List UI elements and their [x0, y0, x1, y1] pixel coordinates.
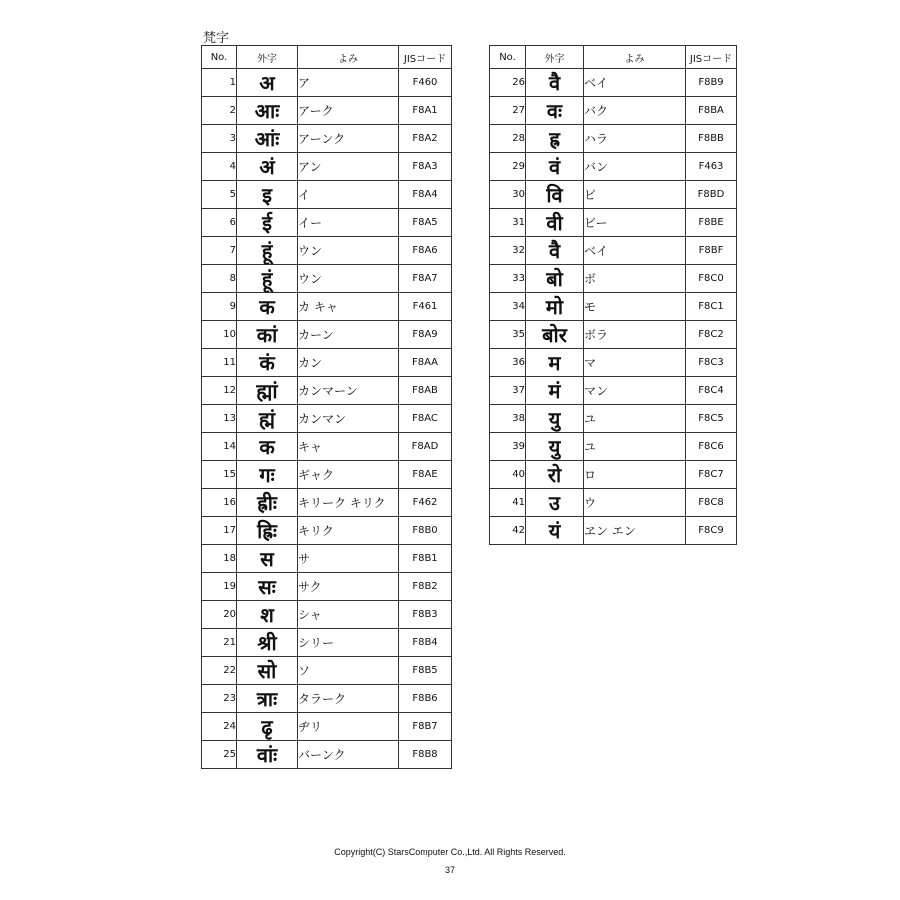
reading-cell: カン	[298, 349, 399, 377]
row-number: 12	[202, 377, 237, 405]
reading-cell: バク	[584, 97, 686, 125]
table-row	[202, 209, 452, 237]
sanskrit-glyph: त्राः	[237, 685, 298, 713]
row-number: 21	[202, 629, 237, 657]
jis-code-cell: F8C5	[686, 405, 737, 433]
reading-cell: キリーク キリク	[298, 489, 399, 517]
table-row	[202, 629, 452, 657]
jis-code-cell: F8C9	[686, 517, 737, 545]
sanskrit-glyph: म	[526, 349, 584, 377]
jis-code-cell: F8C0	[686, 265, 737, 293]
header-no: No.	[202, 46, 237, 69]
reading-cell: キャ	[298, 433, 399, 461]
sanskrit-glyph: ई	[237, 209, 298, 237]
table-row	[490, 69, 737, 97]
row-number: 1	[202, 69, 237, 97]
jis-code-cell: F8C6	[686, 433, 737, 461]
jis-code-cell: F8AB	[399, 377, 452, 405]
table-row	[490, 265, 737, 293]
table-row	[202, 405, 452, 433]
table-row	[202, 377, 452, 405]
table-row	[202, 517, 452, 545]
table-row	[202, 433, 452, 461]
reading-cell: カーン	[298, 321, 399, 349]
sanskrit-glyph: स	[237, 545, 298, 573]
row-number: 24	[202, 713, 237, 741]
reading-cell: イー	[298, 209, 399, 237]
table-row	[490, 377, 737, 405]
jis-code-cell: F8AD	[399, 433, 452, 461]
reading-cell: シリー	[298, 629, 399, 657]
reading-cell: タラーク	[298, 685, 399, 713]
table-row	[202, 125, 452, 153]
table-row	[490, 433, 737, 461]
jis-code-cell: F8A6	[399, 237, 452, 265]
reading-cell: ア	[298, 69, 399, 97]
row-number: 33	[490, 265, 526, 293]
reading-cell: ボラ	[584, 321, 686, 349]
copyright-text: Copyright(C) StarsComputer Co.,Ltd. All Rights Reserved.	[334, 847, 566, 857]
sanskrit-glyph: इ	[237, 181, 298, 209]
row-number: 18	[202, 545, 237, 573]
table-row	[202, 489, 452, 517]
sanskrit-glyph: सः	[237, 573, 298, 601]
jis-code-cell: F460	[399, 69, 452, 97]
table-row	[490, 349, 737, 377]
sanskrit-glyph: श्री	[237, 629, 298, 657]
table-row	[490, 237, 737, 265]
jis-code-cell: F8B2	[399, 573, 452, 601]
sanskrit-glyph: अ	[237, 69, 298, 97]
table-row	[202, 713, 452, 741]
header-no: No.	[490, 46, 526, 69]
jis-code-cell: F8C8	[686, 489, 737, 517]
reading-cell: ウ	[584, 489, 686, 517]
row-number: 10	[202, 321, 237, 349]
sanskrit-glyph: बोर	[526, 321, 584, 349]
reading-cell: ユ	[584, 433, 686, 461]
sanskrit-glyph: वांः	[237, 741, 298, 769]
table-row	[202, 461, 452, 489]
reading-cell: バーンク	[298, 741, 399, 769]
table-body-right	[490, 69, 737, 545]
header-glyph: 外字	[526, 46, 584, 69]
table-row	[202, 601, 452, 629]
sanskrit-glyph: ह्रीः	[237, 489, 298, 517]
reading-cell: ウン	[298, 237, 399, 265]
header-glyph: 外字	[237, 46, 298, 69]
table-row	[202, 237, 452, 265]
table-row	[202, 321, 452, 349]
table-row	[490, 181, 737, 209]
jis-code-cell: F8BE	[686, 209, 737, 237]
sanskrit-glyph: ह्मां	[237, 377, 298, 405]
reading-cell: ビ	[584, 181, 686, 209]
row-number: 13	[202, 405, 237, 433]
jis-code-cell: F8C3	[686, 349, 737, 377]
reading-cell: アン	[298, 153, 399, 181]
reading-cell: アーク	[298, 97, 399, 125]
row-number: 34	[490, 293, 526, 321]
row-number: 26	[490, 69, 526, 97]
jis-code-cell: F8C4	[686, 377, 737, 405]
sanskrit-glyph: ह्मं	[237, 405, 298, 433]
row-number: 7	[202, 237, 237, 265]
reading-cell: シャ	[298, 601, 399, 629]
section-title: 梵字	[203, 31, 230, 46]
row-number: 20	[202, 601, 237, 629]
row-number: 17	[202, 517, 237, 545]
reading-cell: ウン	[298, 265, 399, 293]
row-number: 8	[202, 265, 237, 293]
table-row	[490, 293, 737, 321]
sanskrit-glyph: बो	[526, 265, 584, 293]
table-row	[202, 657, 452, 685]
jis-code-cell: F8C1	[686, 293, 737, 321]
reading-cell: サク	[298, 573, 399, 601]
jis-code-cell: F8C7	[686, 461, 737, 489]
table-row	[202, 97, 452, 125]
jis-code-cell: F8A3	[399, 153, 452, 181]
table-row	[490, 321, 737, 349]
row-number: 4	[202, 153, 237, 181]
row-number: 30	[490, 181, 526, 209]
table-row	[490, 97, 737, 125]
table-row	[202, 349, 452, 377]
table-row	[490, 517, 737, 545]
reading-cell: ベイ	[584, 69, 686, 97]
sanskrit-glyph: यं	[526, 517, 584, 545]
sanskrit-glyph: गः	[237, 461, 298, 489]
jis-code-cell: F8A2	[399, 125, 452, 153]
sanskrit-glyph: वै	[526, 69, 584, 97]
sanskrit-glyph: ह्रिः	[237, 517, 298, 545]
header-jis-code: JISコード	[686, 46, 737, 69]
row-number: 41	[490, 489, 526, 517]
table-row	[202, 69, 452, 97]
reading-cell: ボ	[584, 265, 686, 293]
sanskrit-glyph: हूं	[237, 265, 298, 293]
jis-code-cell: F8A7	[399, 265, 452, 293]
sanskrit-glyph: उ	[526, 489, 584, 517]
reading-cell: マン	[584, 377, 686, 405]
sanskrit-glyph: क	[237, 293, 298, 321]
row-number: 16	[202, 489, 237, 517]
glyph-table-left	[201, 45, 452, 769]
reading-cell: ヂリ	[298, 713, 399, 741]
sanskrit-glyph: हूं	[237, 237, 298, 265]
row-number: 42	[490, 517, 526, 545]
table-row	[202, 181, 452, 209]
jis-code-cell: F8AC	[399, 405, 452, 433]
reading-cell: カ キャ	[298, 293, 399, 321]
sanskrit-glyph: आंः	[237, 125, 298, 153]
reading-cell: カンマーン	[298, 377, 399, 405]
row-number: 15	[202, 461, 237, 489]
jis-code-cell: F8A9	[399, 321, 452, 349]
reading-cell: カンマン	[298, 405, 399, 433]
jis-code-cell: F8B8	[399, 741, 452, 769]
jis-code-cell: F8B4	[399, 629, 452, 657]
reading-cell: サ	[298, 545, 399, 573]
row-number: 36	[490, 349, 526, 377]
jis-code-cell: F8B3	[399, 601, 452, 629]
row-number: 38	[490, 405, 526, 433]
table-row	[490, 461, 737, 489]
table-row	[202, 545, 452, 573]
reading-cell: マ	[584, 349, 686, 377]
jis-code-cell: F8A5	[399, 209, 452, 237]
reading-cell: ヱン エン	[584, 517, 686, 545]
sanskrit-glyph: रो	[526, 461, 584, 489]
sanskrit-glyph: ह्र	[526, 125, 584, 153]
sanskrit-glyph: यु	[526, 405, 584, 433]
sanskrit-glyph: ढृ	[237, 713, 298, 741]
jis-code-cell: F8A1	[399, 97, 452, 125]
row-number: 32	[490, 237, 526, 265]
jis-code-cell: F8A4	[399, 181, 452, 209]
table-row	[490, 209, 737, 237]
table-row	[202, 573, 452, 601]
sanskrit-glyph: आः	[237, 97, 298, 125]
table-row	[490, 489, 737, 517]
jis-code-cell: F8AA	[399, 349, 452, 377]
jis-code-cell: F8AE	[399, 461, 452, 489]
reading-cell: バン	[584, 153, 686, 181]
sanskrit-glyph: वः	[526, 97, 584, 125]
jis-code-cell: F8B7	[399, 713, 452, 741]
row-number: 6	[202, 209, 237, 237]
table-row	[490, 125, 737, 153]
jis-code-cell: F463	[686, 153, 737, 181]
jis-code-cell: F8BF	[686, 237, 737, 265]
table-row	[202, 685, 452, 713]
row-number: 25	[202, 741, 237, 769]
reading-cell: ユ	[584, 405, 686, 433]
jis-code-cell: F461	[399, 293, 452, 321]
sanskrit-glyph: कां	[237, 321, 298, 349]
jis-code-cell: F8B0	[399, 517, 452, 545]
sanskrit-glyph: सो	[237, 657, 298, 685]
sanskrit-glyph: वै	[526, 237, 584, 265]
sanskrit-glyph: श	[237, 601, 298, 629]
table-row	[202, 293, 452, 321]
reading-cell: キリク	[298, 517, 399, 545]
table-row	[202, 153, 452, 181]
header-yomi: よみ	[584, 46, 686, 69]
reading-cell: モ	[584, 293, 686, 321]
row-number: 3	[202, 125, 237, 153]
reading-cell: イ	[298, 181, 399, 209]
row-number: 22	[202, 657, 237, 685]
sanskrit-glyph: वं	[526, 153, 584, 181]
row-number: 35	[490, 321, 526, 349]
table-row	[202, 265, 452, 293]
row-number: 14	[202, 433, 237, 461]
table-header-row	[490, 46, 737, 69]
row-number: 28	[490, 125, 526, 153]
row-number: 9	[202, 293, 237, 321]
table-row	[490, 405, 737, 433]
jis-code-cell: F8BA	[686, 97, 737, 125]
row-number: 5	[202, 181, 237, 209]
reading-cell: ソ	[298, 657, 399, 685]
table-header-row	[202, 46, 452, 69]
table-row	[202, 741, 452, 769]
jis-code-cell: F8B5	[399, 657, 452, 685]
row-number: 11	[202, 349, 237, 377]
header-yomi: よみ	[298, 46, 399, 69]
jis-code-cell: F462	[399, 489, 452, 517]
table-row	[490, 153, 737, 181]
sanskrit-glyph: मो	[526, 293, 584, 321]
sanskrit-glyph: क	[237, 433, 298, 461]
reading-cell: ベイ	[584, 237, 686, 265]
sanskrit-glyph: कं	[237, 349, 298, 377]
sanskrit-glyph: अं	[237, 153, 298, 181]
row-number: 40	[490, 461, 526, 489]
jis-code-cell: F8B9	[686, 69, 737, 97]
reading-cell: ハラ	[584, 125, 686, 153]
reading-cell: ギャク	[298, 461, 399, 489]
jis-code-cell: F8B6	[399, 685, 452, 713]
header-jis-code: JISコード	[399, 46, 452, 69]
jis-code-cell: F8B1	[399, 545, 452, 573]
row-number: 37	[490, 377, 526, 405]
page-number: 37	[444, 865, 455, 875]
row-number: 39	[490, 433, 526, 461]
row-number: 19	[202, 573, 237, 601]
sanskrit-glyph: वी	[526, 209, 584, 237]
row-number: 23	[202, 685, 237, 713]
reading-cell: ロ	[584, 461, 686, 489]
sanskrit-glyph: यु	[526, 433, 584, 461]
jis-code-cell: F8BD	[686, 181, 737, 209]
table-body-left	[202, 69, 452, 769]
row-number: 31	[490, 209, 526, 237]
row-number: 2	[202, 97, 237, 125]
row-number: 27	[490, 97, 526, 125]
jis-code-cell: F8BB	[686, 125, 737, 153]
sanskrit-glyph: वि	[526, 181, 584, 209]
jis-code-cell: F8C2	[686, 321, 737, 349]
sanskrit-glyph: मं	[526, 377, 584, 405]
row-number: 29	[490, 153, 526, 181]
glyph-table-right	[489, 45, 737, 545]
reading-cell: ビー	[584, 209, 686, 237]
reading-cell: アーンク	[298, 125, 399, 153]
